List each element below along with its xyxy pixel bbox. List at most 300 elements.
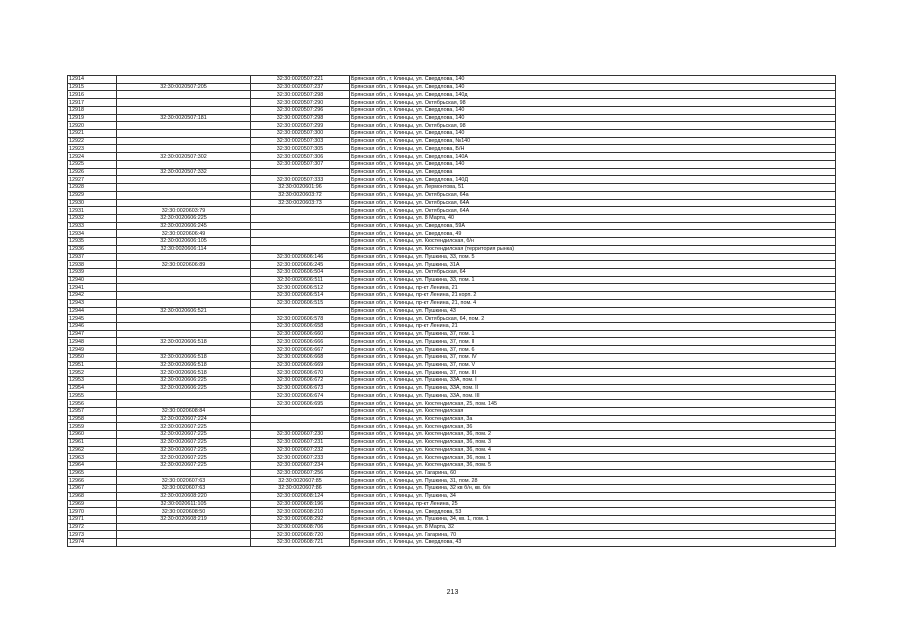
cadastral-parent-cell xyxy=(117,176,251,184)
address-cell: Брянская обл., г. Клинцы, ул. Кюстендилская, 36, пом. 2 xyxy=(350,431,836,439)
table-row xyxy=(68,230,836,238)
address-cell: Брянская обл., г. Клинцы, ул. Октябрьская, 64 xyxy=(350,268,836,276)
cadastral-number-cell: 32:30:0020606:658 xyxy=(251,323,350,331)
address-cell: Брянская обл., г. Клинцы, ул. Пушкина, 33, пом. 5 xyxy=(350,253,836,261)
cadastral-parent-cell: 32:30:0020607:225 xyxy=(117,454,251,462)
cadastral-number-cell xyxy=(251,238,350,246)
address-cell: Брянская обл., г. Клинцы, ул. Свердлова, 140 xyxy=(350,106,836,114)
table-row xyxy=(68,346,836,354)
cadastral-number-cell: 32:30:0020507:306 xyxy=(251,153,350,161)
table-row xyxy=(68,438,836,446)
table-row xyxy=(68,485,836,493)
row-number-cell: 12945 xyxy=(68,315,117,323)
cadastral-number-cell: 32:30:0020507:299 xyxy=(251,122,350,130)
cadastral-number-cell: 32:30:0020606:667 xyxy=(251,346,350,354)
address-cell: Брянская обл., г. Клинцы, ул. Свердлова, 140 xyxy=(350,114,836,122)
table-row xyxy=(68,137,836,145)
address-cell: Брянская обл., г. Клинцы, ул. Пушкина, 37, пом. II xyxy=(350,338,836,346)
cadastral-parent-cell: 32:30:0020507:302 xyxy=(117,153,251,161)
cadastral-parent-cell xyxy=(117,315,251,323)
address-cell: Брянская обл., г. Клинцы, пр-кт Ленина, 25 xyxy=(350,500,836,508)
address-cell: Брянская обл., г. Клинцы, ул. Кюстендилская, 36, пом. 1 xyxy=(350,454,836,462)
row-number-cell: 12951 xyxy=(68,361,117,369)
address-cell: Брянская обл., г. Клинцы, ул. Пушкина, 37, пом. 1 xyxy=(350,330,836,338)
cadastral-number-cell: 32:30:0020507:290 xyxy=(251,99,350,107)
cadastral-parent-cell: 32:30:0020608:50 xyxy=(117,508,251,516)
table-row xyxy=(68,515,836,523)
cadastral-number-cell: 32:30:0020507:298 xyxy=(251,114,350,122)
cadastral-parent-cell: 32:30:0020606:105 xyxy=(117,238,251,246)
cadastral-number-cell: 32:30:0020606:668 xyxy=(251,353,350,361)
table-row xyxy=(68,407,836,415)
row-number-cell: 12958 xyxy=(68,415,117,423)
cadastral-parent-cell: 32:30:0020606:518 xyxy=(117,353,251,361)
row-number-cell: 12959 xyxy=(68,423,117,431)
row-number-cell: 12935 xyxy=(68,238,117,246)
cadastral-number-cell: 32:30:0020601:96 xyxy=(251,184,350,192)
address-cell: Брянская обл., г. Клинцы, ул. Пушкина, 32 кв б/н, кв. б/н xyxy=(350,485,836,493)
cadastral-parent-cell: 32:30:0020607:225 xyxy=(117,431,251,439)
cadastral-number-cell: 32:30:0020606:670 xyxy=(251,369,350,377)
address-cell: Брянская обл., г. Клинцы, ул. Октябрьская, 98 xyxy=(350,99,836,107)
cadastral-number-cell: 32:30:0020606:504 xyxy=(251,268,350,276)
table-row xyxy=(68,384,836,392)
cadastral-number-cell: 32:30:0020507:221 xyxy=(251,76,350,84)
cadastral-parent-cell: 32:30:0020606:49 xyxy=(117,230,251,238)
cadastral-number-cell: 32:30:0020608:124 xyxy=(251,492,350,500)
table-row xyxy=(68,323,836,331)
cadastral-number-cell: 32:30:0020606:511 xyxy=(251,276,350,284)
row-number-cell: 12932 xyxy=(68,214,117,222)
cadastral-parent-cell: 32:30:0020607:63 xyxy=(117,477,251,485)
page-number: 213 xyxy=(446,589,459,596)
cadastral-parent-cell: 32:30:0020606:521 xyxy=(117,307,251,315)
table-row xyxy=(68,307,836,315)
cadastral-number-cell: 32:30:0020507:307 xyxy=(251,160,350,168)
row-number-cell: 12915 xyxy=(68,83,117,91)
table-row xyxy=(68,276,836,284)
cadastral-number-cell xyxy=(251,245,350,253)
cadastral-parent-cell: 32:30:0020606:225 xyxy=(117,384,251,392)
table-row xyxy=(68,392,836,400)
cadastral-parent-cell: 32:30:0020607:225 xyxy=(117,423,251,431)
address-cell: Брянская обл., г. Клинцы, ул. Октябрьская, 64, пом. 2 xyxy=(350,315,836,323)
table-row xyxy=(68,253,836,261)
address-cell: Брянская обл., г. Клинцы, ул. Пушкина, 34 xyxy=(350,492,836,500)
address-cell: Брянская обл., г. Клинцы, ул. Пушкина, 31А xyxy=(350,261,836,269)
row-number-cell: 12923 xyxy=(68,145,117,153)
cadastral-number-cell: 32:30:0020507:300 xyxy=(251,130,350,138)
row-number-cell: 12961 xyxy=(68,438,117,446)
row-number-cell: 12943 xyxy=(68,299,117,307)
row-number-cell: 12968 xyxy=(68,492,117,500)
cadastral-parent-cell: 32:30:0020606:245 xyxy=(117,222,251,230)
address-cell: Брянская обл., г. Клинцы, ул. Кюстендилская, 36, пом. 4 xyxy=(350,446,836,454)
table-row xyxy=(68,145,836,153)
table-row xyxy=(68,191,836,199)
address-cell: Брянская обл., г. Клинцы, пр-кт Ленина, 21 корп. 2 xyxy=(350,292,836,300)
table-row xyxy=(68,153,836,161)
address-cell: Брянская обл., г. Клинцы, ул. Свердлова, 43 xyxy=(350,539,836,547)
cadastral-number-cell: 32:30:0020606:660 xyxy=(251,330,350,338)
row-number-cell: 12934 xyxy=(68,230,117,238)
cadastral-parent-cell xyxy=(117,276,251,284)
row-number-cell: 12916 xyxy=(68,91,117,99)
cadastral-parent-cell: 32:30:0020607:225 xyxy=(117,446,251,454)
address-cell: Брянская обл., г. Клинцы, ул. Кюстендилская, 3а xyxy=(350,415,836,423)
table-row xyxy=(68,446,836,454)
table-row xyxy=(68,214,836,222)
cadastral-number-cell: 32:30:0020607:233 xyxy=(251,454,350,462)
address-cell: Брянская обл., г. Клинцы, ул. Свердлова, 140 xyxy=(350,76,836,84)
row-number-cell: 12969 xyxy=(68,500,117,508)
table-row xyxy=(68,130,836,138)
cadastral-number-cell: 32:30:0020606:146 xyxy=(251,253,350,261)
cadastral-number-cell: 32:30:0020608:292 xyxy=(251,515,350,523)
cadastral-number-cell xyxy=(251,207,350,215)
cadastral-parent-cell: 32:30:0020507:332 xyxy=(117,168,251,176)
row-number-cell: 12942 xyxy=(68,292,117,300)
row-number-cell: 12918 xyxy=(68,106,117,114)
table-row xyxy=(68,315,836,323)
table-row xyxy=(68,106,836,114)
row-number-cell: 12938 xyxy=(68,261,117,269)
row-number-cell: 12930 xyxy=(68,199,117,207)
address-cell: Брянская обл., г. Клинцы, ул. Пушкина, 37, пом. V xyxy=(350,361,836,369)
row-number-cell: 12946 xyxy=(68,323,117,331)
cadastral-number-cell: 32:30:0020606:695 xyxy=(251,400,350,408)
cadastral-parent-cell xyxy=(117,191,251,199)
cadastral-number-cell xyxy=(251,423,350,431)
table-row xyxy=(68,245,836,253)
cadastral-number-cell: 32:30:0020607:86 xyxy=(251,485,350,493)
address-cell: Брянская обл., г. Клинцы, ул. Кюстендилская, б/н xyxy=(350,238,836,246)
cadastral-parent-cell xyxy=(117,268,251,276)
table-row xyxy=(68,500,836,508)
row-number-cell: 12963 xyxy=(68,454,117,462)
cadastral-parent-cell: 32:30:0020608:220 xyxy=(117,492,251,500)
address-cell: Брянская обл., г. Клинцы, ул. Октябрьская, 98 xyxy=(350,122,836,130)
cadastral-parent-cell xyxy=(117,392,251,400)
table-row xyxy=(68,523,836,531)
row-number-cell: 12967 xyxy=(68,485,117,493)
address-cell: Брянская обл., г. Клинцы, ул. Свердлова, №140 xyxy=(350,137,836,145)
address-cell: Брянская обл., г. Клинцы, пр-кт Ленина, 21 xyxy=(350,284,836,292)
cadastral-parent-cell: 32:30:0020607:225 xyxy=(117,461,251,469)
address-cell: Брянская обл., г. Клинцы, ул. Свердлова, 140 xyxy=(350,160,836,168)
cadastral-number-cell xyxy=(251,230,350,238)
address-cell: Брянская обл., г. Клинцы, ул. Кюстендилская, 25, пом. 145 xyxy=(350,400,836,408)
cadastral-parent-cell xyxy=(117,184,251,192)
address-cell: Брянская обл., г. Клинцы, ул. Пушкина, 43 xyxy=(350,307,836,315)
row-number-cell: 12966 xyxy=(68,477,117,485)
cadastral-parent-cell: 32:30:0020611:105 xyxy=(117,500,251,508)
cadastral-number-cell: 32:30:0020507:305 xyxy=(251,145,350,153)
cadastral-number-cell: 32:30:0020608:196 xyxy=(251,500,350,508)
address-cell: Брянская обл., г. Клинцы, ул. Свердлова, 140д xyxy=(350,91,836,99)
row-number-cell: 12952 xyxy=(68,369,117,377)
row-number-cell: 12917 xyxy=(68,99,117,107)
row-number-cell: 12944 xyxy=(68,307,117,315)
table-row xyxy=(68,222,836,230)
cadastral-parent-cell: 32:30:0020608:84 xyxy=(117,407,251,415)
table-row xyxy=(68,353,836,361)
cadastral-number-cell: 32:30:0020603:73 xyxy=(251,199,350,207)
cadastral-parent-cell: 32:30:0020603:79 xyxy=(117,207,251,215)
cadastral-parent-cell xyxy=(117,523,251,531)
row-number-cell: 12925 xyxy=(68,160,117,168)
table-row xyxy=(68,168,836,176)
address-cell: Брянская обл., г. Клинцы, ул. Свердлова, Б/Н xyxy=(350,145,836,153)
register-table xyxy=(67,75,836,547)
row-number-cell: 12974 xyxy=(68,539,117,547)
cadastral-parent-cell: 32:30:0020608:219 xyxy=(117,515,251,523)
table-row xyxy=(68,469,836,477)
address-cell: Брянская обл., г. Клинцы, ул. Свердлова, 140 xyxy=(350,83,836,91)
table-row xyxy=(68,76,836,84)
address-cell: Брянская обл., г. Клинцы, ул. Октябрьская, 64А xyxy=(350,207,836,215)
cadastral-parent-cell xyxy=(117,284,251,292)
table-row xyxy=(68,330,836,338)
cadastral-parent-cell xyxy=(117,106,251,114)
table-row xyxy=(68,268,836,276)
table-row xyxy=(68,454,836,462)
row-number-cell: 12947 xyxy=(68,330,117,338)
address-cell: Брянская обл., г. Клинцы, ул. 8 Марта, 32 xyxy=(350,523,836,531)
cadastral-number-cell xyxy=(251,307,350,315)
cadastral-number-cell: 32:30:0020608:721 xyxy=(251,539,350,547)
row-number-cell: 12956 xyxy=(68,400,117,408)
row-number-cell: 12972 xyxy=(68,523,117,531)
cadastral-parent-cell xyxy=(117,346,251,354)
cadastral-parent-cell xyxy=(117,539,251,547)
table-row xyxy=(68,83,836,91)
cadastral-number-cell: 32:30:0020606:672 xyxy=(251,377,350,385)
table-row xyxy=(68,415,836,423)
cadastral-number-cell: 32:30:0020606:673 xyxy=(251,384,350,392)
cadastral-parent-cell: 32:30:0020507:205 xyxy=(117,83,251,91)
table-row xyxy=(68,292,836,300)
cadastral-number-cell: 32:30:0020606:578 xyxy=(251,315,350,323)
address-cell: Брянская обл., г. Клинцы, ул. Кюстендилская, 36 xyxy=(350,423,836,431)
cadastral-number-cell: 32:30:0020607:256 xyxy=(251,469,350,477)
address-cell: Брянская обл., г. Клинцы, ул. Пушкина, 37, пом. IV xyxy=(350,353,836,361)
table-row xyxy=(68,207,836,215)
row-number-cell: 12970 xyxy=(68,508,117,516)
cadastral-number-cell: 32:30:0020606:245 xyxy=(251,261,350,269)
row-number-cell: 12921 xyxy=(68,130,117,138)
cadastral-number-cell: 32:30:0020603:72 xyxy=(251,191,350,199)
address-cell: Брянская обл., г. Клинцы, ул. Свердлова, 59А xyxy=(350,222,836,230)
row-number-cell: 12949 xyxy=(68,346,117,354)
cadastral-number-cell: 32:30:0020606:669 xyxy=(251,361,350,369)
cadastral-parent-cell xyxy=(117,76,251,84)
row-number-cell: 12957 xyxy=(68,407,117,415)
table-row xyxy=(68,160,836,168)
table-row xyxy=(68,284,836,292)
row-number-cell: 12920 xyxy=(68,122,117,130)
row-number-cell: 12965 xyxy=(68,469,117,477)
cadastral-parent-cell xyxy=(117,199,251,207)
table-row xyxy=(68,184,836,192)
table-row xyxy=(68,400,836,408)
cadastral-parent-cell xyxy=(117,91,251,99)
cadastral-number-cell: 32:30:0020507:303 xyxy=(251,137,350,145)
cadastral-number-cell: 32:30:0020606:515 xyxy=(251,299,350,307)
cadastral-parent-cell xyxy=(117,122,251,130)
row-number-cell: 12940 xyxy=(68,276,117,284)
table-row xyxy=(68,369,836,377)
cadastral-number-cell xyxy=(251,415,350,423)
cadastral-number-cell: 32:30:0020507:333 xyxy=(251,176,350,184)
cadastral-parent-cell xyxy=(117,292,251,300)
cadastral-parent-cell xyxy=(117,469,251,477)
address-cell: Брянская обл., г. Клинцы, ул. Октябрьская, 64А xyxy=(350,199,836,207)
address-cell: Брянская обл., г. Клинцы, ул. Свердлова, 49 xyxy=(350,230,836,238)
table-row xyxy=(68,508,836,516)
cadastral-parent-cell: 32:30:0020607:225 xyxy=(117,438,251,446)
table-row xyxy=(68,238,836,246)
address-cell: Брянская обл., г. Клинцы, ул. Свердлова xyxy=(350,168,836,176)
row-number-cell: 12926 xyxy=(68,168,117,176)
cadastral-number-cell: 32:30:0020507:237 xyxy=(251,83,350,91)
row-number-cell: 12939 xyxy=(68,268,117,276)
cadastral-parent-cell: 32:30:0020606:518 xyxy=(117,338,251,346)
cadastral-number-cell xyxy=(251,407,350,415)
cadastral-parent-cell: 32:30:0020606:89 xyxy=(117,261,251,269)
row-number-cell: 12924 xyxy=(68,153,117,161)
table-row xyxy=(68,539,836,547)
table-row xyxy=(68,91,836,99)
table-row xyxy=(68,377,836,385)
table-row xyxy=(68,461,836,469)
cadastral-number-cell xyxy=(251,222,350,230)
address-cell: Брянская обл., г. Клинцы, ул. Гагарина, 60 xyxy=(350,469,836,477)
cadastral-number-cell xyxy=(251,214,350,222)
cadastral-parent-cell xyxy=(117,531,251,539)
cadastral-number-cell: 32:30:0020607:231 xyxy=(251,438,350,446)
row-number-cell: 12936 xyxy=(68,245,117,253)
address-cell: Брянская обл., г. Клинцы, ул. Пушкина, 33А, пом. I xyxy=(350,377,836,385)
cadastral-number-cell: 32:30:0020608:706 xyxy=(251,523,350,531)
address-cell: Брянская обл., г. Клинцы, ул. Кюстендилская, 36, пом. 5 xyxy=(350,461,836,469)
cadastral-parent-cell: 32:30:0020507:181 xyxy=(117,114,251,122)
cadastral-parent-cell xyxy=(117,400,251,408)
cadastral-number-cell: 32:30:0020507:296 xyxy=(251,106,350,114)
address-cell: Брянская обл., г. Клинцы, ул. Свердлова, 140Д xyxy=(350,176,836,184)
cadastral-number-cell: 32:30:0020607:232 xyxy=(251,446,350,454)
cadastral-parent-cell: 32:30:0020606:225 xyxy=(117,377,251,385)
row-number-cell: 12914 xyxy=(68,76,117,84)
table-row xyxy=(68,261,836,269)
cadastral-parent-cell xyxy=(117,253,251,261)
cadastral-parent-cell xyxy=(117,145,251,153)
address-cell: Брянская обл., г. Клинцы, ул. Кюстендилская xyxy=(350,407,836,415)
table-row xyxy=(68,122,836,130)
cadastral-number-cell: 32:30:0020607:85 xyxy=(251,477,350,485)
row-number-cell: 12954 xyxy=(68,384,117,392)
cadastral-number-cell: 32:30:0020606:514 xyxy=(251,292,350,300)
cadastral-parent-cell: 32:30:0020607:63 xyxy=(117,485,251,493)
row-number-cell: 12950 xyxy=(68,353,117,361)
table-row xyxy=(68,99,836,107)
address-cell: Брянская обл., г. Клинцы, ул. Свердлова, 140 xyxy=(350,130,836,138)
cadastral-number-cell: 32:30:0020606:666 xyxy=(251,338,350,346)
table-row xyxy=(68,423,836,431)
address-cell: Брянская обл., г. Клинцы, ул. Пушкина, 31, пом. 28 xyxy=(350,477,836,485)
address-cell: Брянская обл., г. Клинцы, пр-кт Ленина, 21 xyxy=(350,323,836,331)
row-number-cell: 12928 xyxy=(68,184,117,192)
address-cell: Брянская обл., г. Клинцы, ул. Пушкина, 34, кв. 1, пом. 1 xyxy=(350,515,836,523)
row-number-cell: 12960 xyxy=(68,431,117,439)
address-cell: Брянская обл., г. Клинцы, ул. Свердлова, 53 xyxy=(350,508,836,516)
address-cell: Брянская обл., г. Клинцы, ул. Пушкина, 33, пом. 1 xyxy=(350,276,836,284)
cadastral-number-cell: 32:30:0020606:512 xyxy=(251,284,350,292)
address-cell: Брянская обл., г. Клинцы, ул. Лермонтова, 51 xyxy=(350,184,836,192)
address-cell: Брянская обл., г. Клинцы, ул. Октябрьская, 64а xyxy=(350,191,836,199)
table-row xyxy=(68,176,836,184)
register-table-body xyxy=(68,76,836,547)
address-cell: Брянская обл., г. Клинцы, пр-кт Ленина, 21, пом. 4 xyxy=(350,299,836,307)
cadastral-number-cell: 32:30:0020608:720 xyxy=(251,531,350,539)
address-cell: Брянская обл., г. Клинцы, ул. Пушкина, 37, пом. 6 xyxy=(350,346,836,354)
cadastral-parent-cell: 32:30:0020606:225 xyxy=(117,214,251,222)
cadastral-parent-cell xyxy=(117,299,251,307)
cadastral-parent-cell xyxy=(117,323,251,331)
cadastral-number-cell: 32:30:0020606:674 xyxy=(251,392,350,400)
row-number-cell: 12941 xyxy=(68,284,117,292)
cadastral-parent-cell: 32:30:0020606:518 xyxy=(117,361,251,369)
row-number-cell: 12964 xyxy=(68,461,117,469)
cadastral-number-cell xyxy=(251,168,350,176)
table-row xyxy=(68,299,836,307)
row-number-cell: 12948 xyxy=(68,338,117,346)
row-number-cell: 12919 xyxy=(68,114,117,122)
row-number-cell: 12971 xyxy=(68,515,117,523)
row-number-cell: 12955 xyxy=(68,392,117,400)
row-number-cell: 12953 xyxy=(68,377,117,385)
cadastral-number-cell: 32:30:0020608:210 xyxy=(251,508,350,516)
address-cell: Брянская обл., г. Клинцы, ул. Кюстендилская, 36, пом. 3 xyxy=(350,438,836,446)
table-row xyxy=(68,431,836,439)
cadastral-parent-cell: 32:30:0020607:224 xyxy=(117,415,251,423)
row-number-cell: 12933 xyxy=(68,222,117,230)
table-row xyxy=(68,531,836,539)
row-number-cell: 12962 xyxy=(68,446,117,454)
address-cell: Брянская обл., г. Клинцы, ул. Кюстендилская (территория рынка) xyxy=(350,245,836,253)
address-cell: Брянская обл., г. Клинцы, ул. 8 Марта, 40 xyxy=(350,214,836,222)
row-number-cell: 12927 xyxy=(68,176,117,184)
table-row xyxy=(68,199,836,207)
cadastral-parent-cell xyxy=(117,330,251,338)
table-row xyxy=(68,492,836,500)
address-cell: Брянская обл., г. Клинцы, ул. Свердлова, 140А xyxy=(350,153,836,161)
cadastral-parent-cell: 32:30:0020606:518 xyxy=(117,369,251,377)
row-number-cell: 12929 xyxy=(68,191,117,199)
cadastral-number-cell: 32:30:0020607:230 xyxy=(251,431,350,439)
row-number-cell: 12931 xyxy=(68,207,117,215)
table-row xyxy=(68,361,836,369)
address-cell: Брянская обл., г. Клинцы, ул. Пушкина, 37, пом. III xyxy=(350,369,836,377)
cadastral-parent-cell xyxy=(117,130,251,138)
cadastral-parent-cell xyxy=(117,137,251,145)
cadastral-number-cell: 32:30:0020607:234 xyxy=(251,461,350,469)
cadastral-parent-cell xyxy=(117,99,251,107)
address-cell: Брянская обл., г. Клинцы, ул. Пушкина, 33А, пом. II xyxy=(350,384,836,392)
cadastral-number-cell: 32:30:0020507:298 xyxy=(251,91,350,99)
address-cell: Брянская обл., г. Клинцы, ул. Гагарина, 70 xyxy=(350,531,836,539)
cadastral-parent-cell xyxy=(117,160,251,168)
